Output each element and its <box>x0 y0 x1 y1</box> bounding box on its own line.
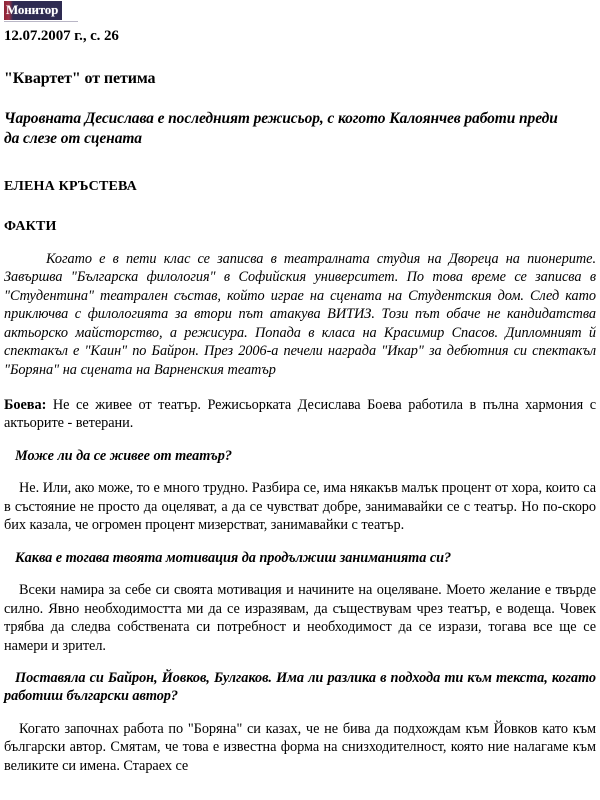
article-byline: ЕЛЕНА КРЪСТЕВА <box>4 178 137 194</box>
masthead <box>4 0 596 22</box>
lead-paragraph-text: Не се живее от театър. Режисьорката Десислава Боева работила в пълна хармония с актьорите - ветерани. <box>4 396 596 432</box>
logo-underline-rule <box>4 21 78 22</box>
question-3: Поставяла си Байрон, Йовков, Булгаков. Има ли разлика в подхода ти към текста, когато работиш български автор? <box>4 670 596 705</box>
section-label-facts: ФАКТИ <box>4 218 57 234</box>
question-2: Каква е тогава твоята мотивация да продължиш заниманията си? <box>15 550 452 567</box>
lead-speaker-name: Боева: <box>4 396 47 413</box>
lead-paragraph <box>4 396 596 433</box>
answer-1: Не. Или, ако може, то е много трудно. Разбира се, има някакъв малък процент от хора, които са в състояние не просто да оцеляват, а да се чувстват добре, занимавайки се с театър. Но по-скоро бих казала, че огромен процент мизерстват, занимавайки с театър. <box>4 480 596 534</box>
publication-dateline: 12.07.2007 г., с. 26 <box>4 28 119 44</box>
answer-3: Когато започнах работа по "Боряна" си казах, че не бива да подхождам към Йовков като към български автор. Смятам, че това е известна форма на снизходителност, която ние налагаме към великите си имена. Стараех се <box>4 720 596 774</box>
article-headline: "Квартет" от петима <box>4 70 156 87</box>
monitor-logo <box>4 1 62 20</box>
article-subheadline: Чаровната Десислава е последният режисьор, с когото Калоянчев работи преди да слезе от сцената <box>4 109 558 147</box>
question-1: Може ли да се живее от театър? <box>15 448 232 465</box>
facts-paragraph: Когато е в пети клас се записва в театралната студия на Двореца на пионерите. Завършва "Българска филология" в Софийския университет. По това време се записва в "Студентина" театрален състав, който играе на сцената на Студентския дом. След като приключва с филологията за втори път атакува ВИТИЗ. Този път обаче не кандидатства актьорско майсторство, а режисура. Попада в класа на Красимир Спасов. Дипломният й спектакъл е "Каин" по Байрон. През 2006-а печели награда "Икар" за дебютния си спектакъл "Боряна" на сцената на Варненския театър <box>4 250 596 378</box>
answer-2: Всеки намира за себе си своята мотивация и начините на оцеляване. Моето желание е твърде силно. Явно необходимостта ми да се изразявам, да съществувам чрез театър, е водеща. Човек трябва да следва собствената си потребност и необходимост да се изрази, тогава все ще се намери и зрител. <box>4 582 596 654</box>
logo-wordmark: Монитор <box>6 2 59 17</box>
